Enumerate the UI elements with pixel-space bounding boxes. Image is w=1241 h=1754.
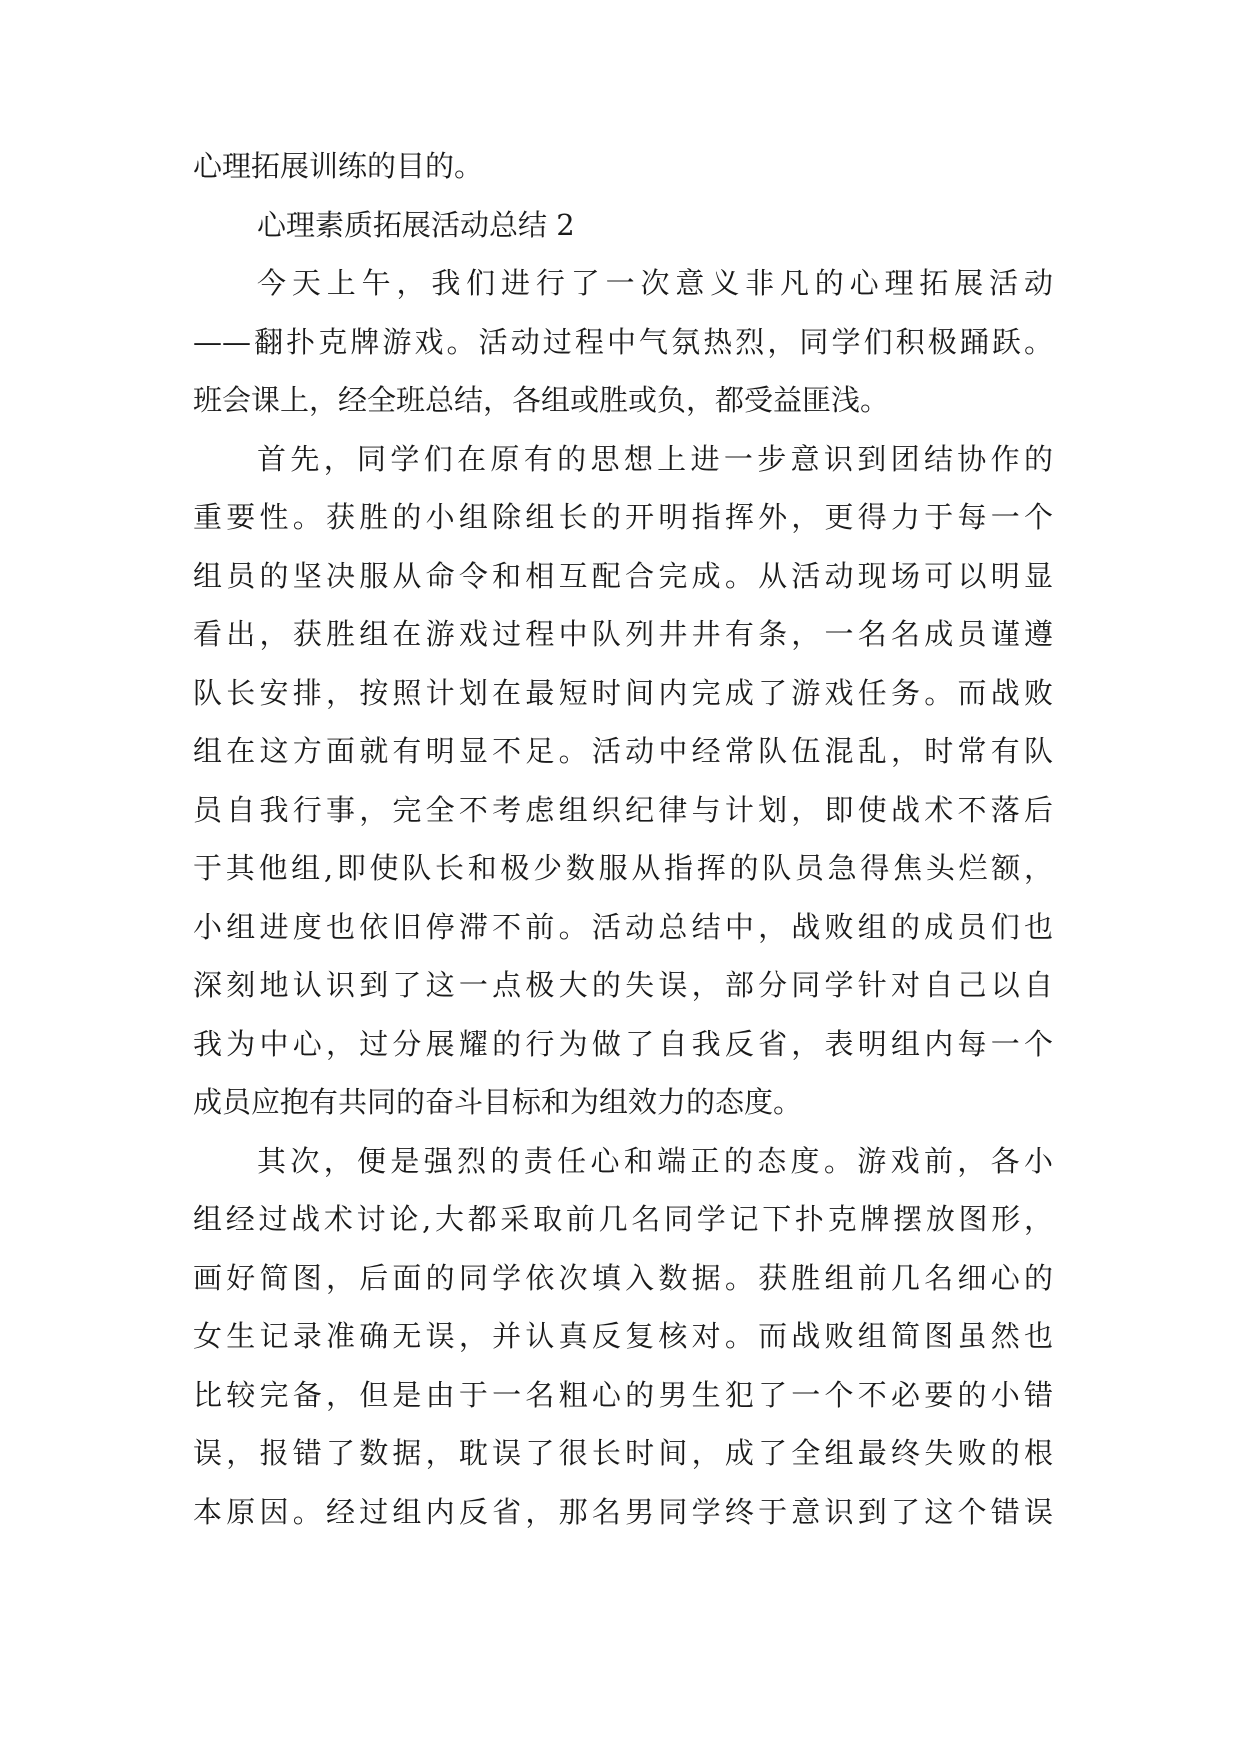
- paragraph-line: 心理拓展训练的目的。: [193, 149, 484, 183]
- paragraph-line: 队长安排，按照计划在最短时间内完成了游戏任务。而战败: [193, 676, 1053, 710]
- paragraph-line: 本原因。经过组内反省，那名男同学终于意识到了这个错误: [193, 1495, 1053, 1529]
- paragraph-line: 小组进度也依旧停滞不前。活动总结中，战败组的成员们也: [193, 910, 1053, 944]
- paragraph-line: 班会课上，经全班总结，各组或胜或负，都受益匪浅。: [193, 383, 890, 417]
- section-heading: 心理素质拓展活动总结 2: [257, 208, 575, 242]
- paragraph-line: 组员的坚决服从命令和相互配合完成。从活动现场可以明显: [193, 559, 1053, 593]
- paragraph-line: 成员应抱有共同的奋斗目标和为组效力的态度。: [193, 1085, 803, 1119]
- paragraph-line: 组在这方面就有明显不足。活动中经常队伍混乱，时常有队: [193, 734, 1053, 768]
- paragraph-line: 其次，便是强烈的责任心和端正的态度。游戏前，各小: [257, 1144, 1053, 1178]
- paragraph-line: 员自我行事，完全不考虑组织纪律与计划，即使战术不落后: [193, 793, 1053, 827]
- paragraph-line: ——翻扑克牌游戏。活动过程中气氛热烈，同学们积极踊跃。: [193, 325, 1053, 359]
- paragraph-line: 今天上午，我们进行了一次意义非凡的心理拓展活动: [257, 266, 1053, 300]
- paragraph-line: 深刻地认识到了这一点极大的失误，部分同学针对自己以自: [193, 968, 1053, 1002]
- paragraph-line: 画好简图，后面的同学依次填入数据。获胜组前几名细心的: [193, 1261, 1053, 1295]
- paragraph-line: 于其他组,即使队长和极少数服从指挥的队员急得焦头烂额，: [193, 851, 1053, 885]
- paragraph-line: 组经过战术讨论,大都采取前几名同学记下扑克牌摆放图形，: [193, 1202, 1053, 1236]
- paragraph-line: 比较完备，但是由于一名粗心的男生犯了一个不必要的小错: [193, 1378, 1053, 1412]
- paragraph-line: 误，报错了数据，耽误了很长时间，成了全组最终失败的根: [193, 1436, 1053, 1470]
- paragraph-line: 首先，同学们在原有的思想上进一步意识到团结协作的: [257, 442, 1053, 476]
- paragraph-line: 重要性。获胜的小组除组长的开明指挥外，更得力于每一个: [193, 500, 1053, 534]
- paragraph-line: 看出，获胜组在游戏过程中队列井井有条，一名名成员谨遵: [193, 617, 1053, 651]
- paragraph-line: 女生记录准确无误，并认真反复核对。而战败组简图虽然也: [193, 1319, 1053, 1353]
- paragraph-line: 我为中心，过分展耀的行为做了自我反省，表明组内每一个: [193, 1027, 1053, 1061]
